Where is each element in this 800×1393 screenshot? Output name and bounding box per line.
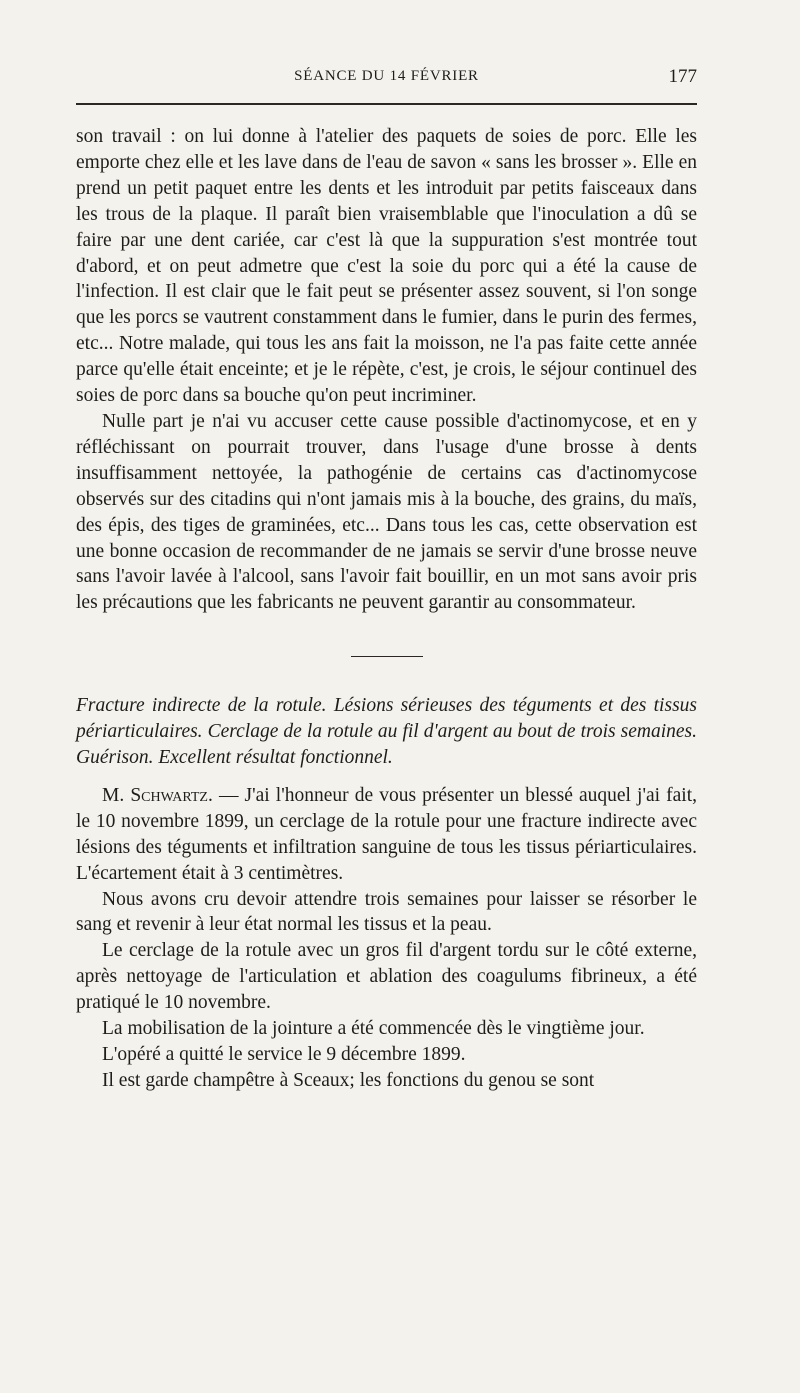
running-title: SÉANCE DU 14 FÉVRIER (294, 68, 479, 84)
paragraph: La mobilisation de la jointure a été commencée dès le vingtième jour. (102, 1018, 645, 1040)
paragraph: L'opéré a quitté le service le 9 décembre 1899. (102, 1044, 466, 1065)
case-title: Fracture indirecte de la rotule. Lésions sérieuses des téguments et des tissus périarticulaires. Cerclage de la rotule au fil d'argent au bout de trois semaines. Guérison. Excellent résultat fonctionnel. (76, 695, 697, 769)
speaker-text: — J'ai l'honneur de vous présenter un blessé auquel j'ai fait, le 10 novembre 1899, un cerclage de la rotule pour une fracture indirecte avec lésions des téguments et infiltration sanguine de tous les tissus périarticulaires. L'écartement était à 3 centimètres. (76, 784, 698, 884)
speaker-prefix: M. (102, 784, 131, 806)
paragraph: Le cerclage de la rotule avec un gros fil d'argent tordu sur le côté externe, après nettoyage de l'articulation et ablation des coagulums fibrineux, a été pratiqué le 10 novembre. (76, 940, 697, 1014)
page-number: 177 (668, 66, 697, 87)
speaker-name: Schwartz. (130, 784, 213, 806)
paragraph: Nulle part je n'ai vu accuser cette cause possible d'actinomycose, et en y réfléchissant on pourrait trouver, dans l'usage d'une brosse à dents insuffisamment nettoyée, la pathogénie de certains cas d'actinomycose observés sur des citadins qui n'ont jamais mis à la bouche, des grains, du maïs, des épis, des tiges de graminées, etc... Dans tous les cas, cette observation est une bonne occasion de recommander de ne jamais se servir d'une brosse neuve sans l'avoir lavée à l'alcool, sans l'avoir fait bouillir, en un mot sans avoir pris les précautions que les fabricants ne peuvent garantir au consommateur. (76, 410, 697, 614)
section-separator (351, 656, 423, 657)
page-body (76, 124, 697, 1094)
speaker-paragraph (76, 783, 697, 887)
page-header (76, 66, 697, 94)
paragraph: Nous avons cru devoir attendre trois semaines pour laisser se résorber le sang et revenir à leur état normal les tissus et la peau. (76, 888, 697, 936)
paragraph: Il est garde champêtre à Sceaux; les fonctions du genou se sont (102, 1069, 595, 1091)
paragraph-continued: son travail : on lui donne à l'atelier des paquets de soies de porc. Elle les emporte chez elle et les lave dans de l'eau de savon « sans les brosser ». Elle en prend un petit paquet entre les dents et les introduit par petits faisceaux dans les trous de la plaque. Il paraît bien vraisemblable que l'inoculation a dû se faire par une dent cariée, car c'est là que la suppuration s'est montrée tout d'abord, et on peut admetre que c'est la soie du porc qui a été la cause de l'infection. Il est clair que le fait peut se présenter assez souvent, si l'on songe que les porcs se vautrent constamment dans le fumier, dans le purin des fermes, etc... Notre malade, qui tous les ans fait la moisson, ne l'a pas faite cette année parce qu'elle était enceinte; et je le répète, c'est, je crois, le séjour continuel des soies de porc dans sa bouche qu'on peut incriminer. (76, 126, 697, 407)
header-rule (76, 103, 697, 105)
